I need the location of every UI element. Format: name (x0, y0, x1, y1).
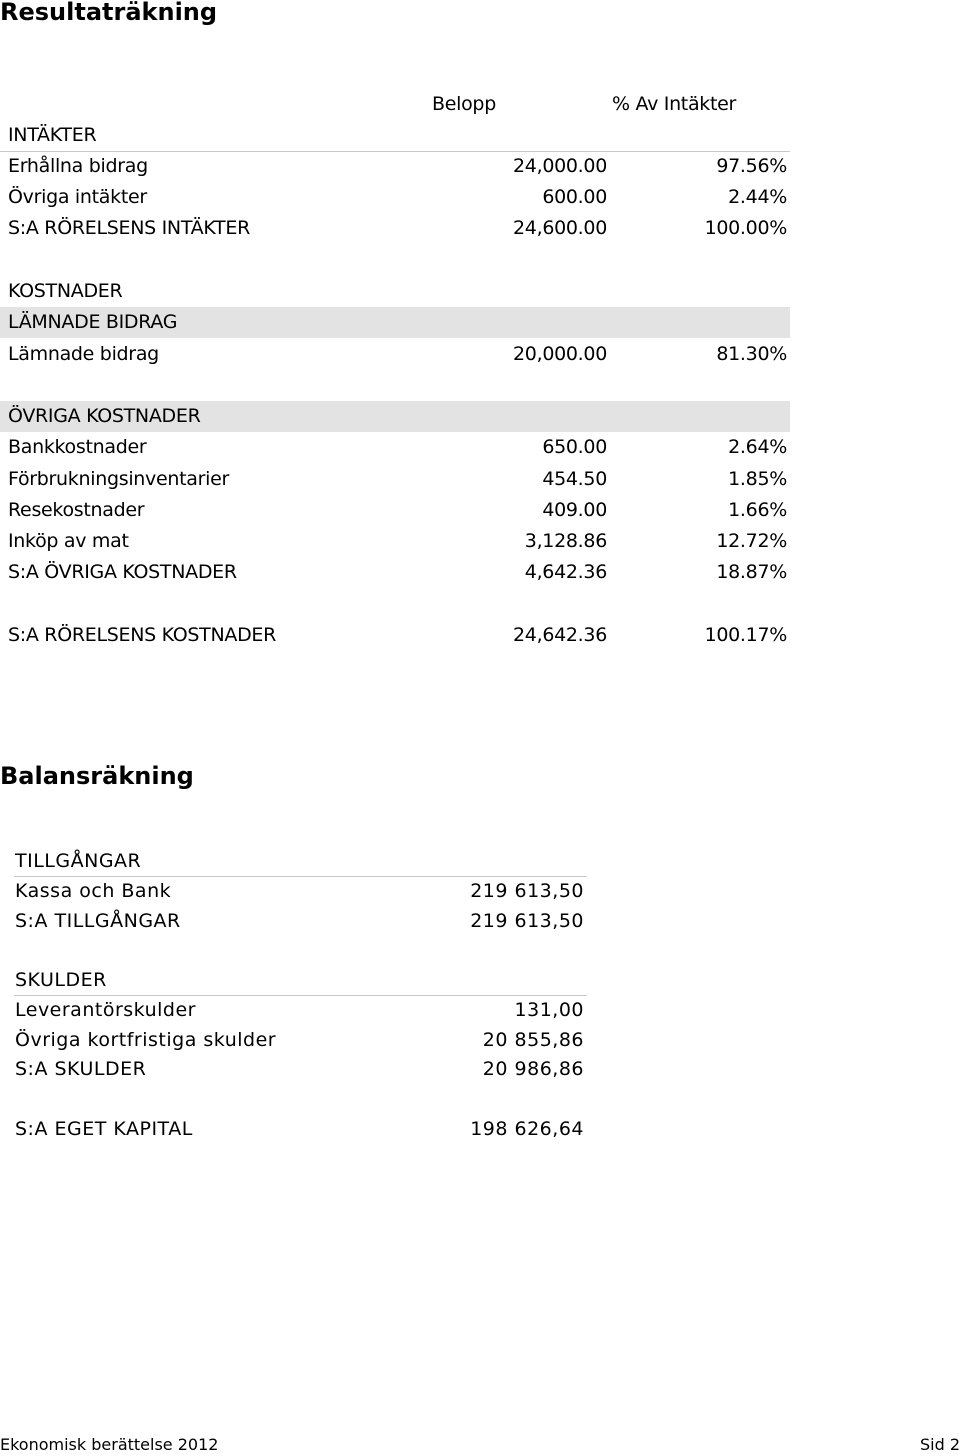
row-label: S:A ÖVRIGA KOSTNADER (8, 561, 237, 583)
row-label: Resekostnader (8, 499, 145, 521)
row-label: Övriga kortfristiga skulder (15, 1029, 277, 1051)
row-percent: 100.00% (704, 217, 787, 239)
table-row (0, 495, 790, 526)
row-amount: 4,642.36 (524, 561, 607, 583)
row-amount: 198 626,64 (470, 1118, 584, 1140)
row-label: S:A EGET KAPITAL (15, 1118, 193, 1140)
row-amount: 20 855,86 (482, 1029, 584, 1051)
row-percent: 2.44% (728, 186, 787, 208)
table-row (0, 151, 790, 182)
row-amount: 219 613,50 (470, 910, 584, 932)
row-amount: 131,00 (514, 999, 584, 1021)
row-label: Lämnade bidrag (8, 343, 159, 365)
row-label: Övriga intäkter (8, 186, 147, 208)
row-label: Förbrukningsinventarier (8, 468, 230, 490)
row-percent: 2.64% (728, 436, 787, 458)
row-percent: 12.72% (716, 530, 787, 552)
table-row (0, 339, 790, 370)
row-amount: 600.00 (542, 186, 607, 208)
footer-document-title: Ekonomisk berättelse 2012 (0, 1435, 219, 1454)
sum-row-skulder (14, 1054, 587, 1084)
row-label: Kassa och Bank (15, 880, 172, 902)
section-label: SKULDER (15, 969, 107, 991)
row-amount: 20,000.00 (513, 343, 607, 365)
footer-page-number: Sid 2 (919, 1435, 960, 1454)
sum-row-intakter (0, 213, 790, 244)
table-row (14, 1025, 587, 1055)
row-label: Leverantörskulder (15, 999, 196, 1021)
section-header-tillgangar (14, 846, 587, 877)
row-label: S:A TILLGÅNGAR (15, 910, 181, 932)
row-amount: 24,600.00 (513, 217, 607, 239)
row-amount: 24,642.36 (513, 624, 607, 646)
row-percent: 97.56% (716, 155, 787, 177)
row-percent: 81.30% (716, 343, 787, 365)
resultat-title: Resultaträkning (0, 0, 218, 26)
balans-title: Balansräkning (0, 762, 194, 790)
row-amount: 219 613,50 (470, 880, 584, 902)
row-percent: 1.66% (728, 499, 787, 521)
group-header-ovriga-kostnader (0, 401, 790, 432)
table-row (14, 876, 587, 906)
sum-row-eget-kapital (14, 1114, 587, 1144)
row-label: S:A RÖRELSENS INTÄKTER (8, 217, 250, 239)
sum-row-tillgangar (14, 906, 587, 936)
section-header-intakter (0, 120, 790, 152)
row-label: Inköp av mat (8, 530, 129, 552)
sum-row-ovriga (0, 557, 790, 588)
row-label: S:A SKULDER (15, 1058, 147, 1080)
table-row (0, 526, 790, 557)
section-label: KOSTNADER (8, 280, 123, 302)
section-header-kostnader (0, 276, 790, 307)
row-label: S:A RÖRELSENS KOSTNADER (8, 624, 277, 646)
table-row (14, 995, 587, 1025)
section-label: TILLGÅNGAR (15, 850, 142, 872)
row-label: Erhållna bidrag (8, 155, 148, 177)
group-header-lamnade-bidrag (0, 307, 790, 338)
section-label: INTÄKTER (8, 124, 97, 146)
sum-row-kostnader (0, 620, 790, 651)
column-header-percent: % Av Intäkter (612, 93, 737, 115)
table-row (0, 464, 790, 495)
table-row (0, 432, 790, 463)
row-percent: 1.85% (728, 468, 787, 490)
row-amount: 454.50 (542, 468, 607, 490)
row-amount: 409.00 (542, 499, 607, 521)
group-label: ÖVRIGA KOSTNADER (8, 405, 201, 427)
row-amount: 650.00 (542, 436, 607, 458)
row-percent: 18.87% (716, 561, 787, 583)
row-amount: 3,128.86 (524, 530, 607, 552)
column-header-belopp: Belopp (432, 93, 496, 115)
group-label: LÄMNADE BIDRAG (8, 311, 178, 333)
row-percent: 100.17% (704, 624, 787, 646)
row-amount: 20 986,86 (482, 1058, 584, 1080)
row-amount: 24,000.00 (513, 155, 607, 177)
row-label: Bankkostnader (8, 436, 147, 458)
table-row (0, 182, 790, 213)
section-header-skulder (14, 965, 587, 996)
